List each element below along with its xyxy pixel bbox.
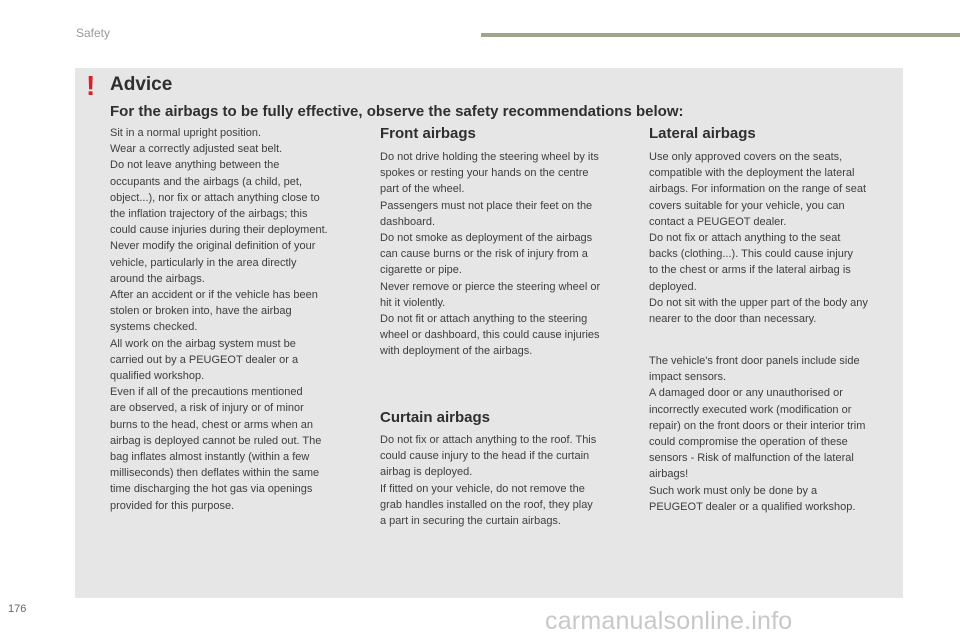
text-line: PEUGEOT dealer or a qualified workshop. — [649, 500, 856, 513]
text-line: systems checked. — [110, 321, 198, 334]
text-line: cigarette or pipe. — [380, 264, 462, 277]
text-line: object...), nor fix or attach anything close to — [110, 191, 320, 204]
text-line: occupants and the airbags (a child, pet, — [110, 175, 303, 188]
watermark: carmanualsonline.info — [545, 607, 793, 635]
text-line: provided for this purpose. — [110, 499, 235, 512]
text-line: Even if all of the precautions mentioned — [110, 386, 303, 399]
text-line: wheel or dashboard, this could cause injuries — [380, 329, 600, 342]
text-line: contact a PEUGEOT dealer. — [649, 215, 787, 228]
text-line: deployed. — [649, 280, 697, 293]
text-line: The vehicle's front door panels include side — [649, 355, 860, 367]
text-line: airbag is deployed. — [380, 466, 473, 479]
text-line: Do not fix or attach anything to the roof. This — [380, 434, 597, 446]
text-line: All work on the airbag system must be — [110, 337, 296, 350]
text-line: Passengers must not place their feet on the — [380, 199, 593, 212]
text-line: compatible with the deployment the lateral — [649, 167, 855, 180]
text-line: vehicle, particularly in the area directly — [110, 256, 297, 269]
text-line: Such work must only be done by a — [649, 484, 818, 497]
text-line: If fitted on your vehicle, do not remove the — [380, 482, 585, 495]
text-line: could compromise the operation of these — [649, 436, 848, 449]
text-line: grab handles installed on the roof, they play — [380, 498, 593, 511]
text-line: Do not sit with the upper part of the body any — [649, 296, 868, 309]
lateral-airbags-heading: Lateral airbags — [649, 125, 756, 142]
text-line: airbags. For information on the range of seat — [649, 183, 867, 196]
text-line: After an accident or if the vehicle has been — [110, 289, 318, 302]
text-line: qualified workshop. — [110, 370, 205, 383]
general-advice-column — [110, 125, 372, 514]
text-line: airbags! — [649, 468, 689, 481]
text-line: milliseconds) then deflates within the same — [110, 467, 320, 480]
text-line: Wear a correctly adjusted seat belt. — [110, 143, 283, 156]
text-line: burns to the head, chest or arms when an — [110, 418, 314, 431]
text-line: covers suitable for your vehicle, you can — [649, 199, 845, 212]
text-line: incorrectly executed work (modification or — [649, 403, 852, 416]
text-line: Never remove or pierce the steering wheel or — [380, 280, 601, 293]
text-line: Do not leave anything between the — [110, 159, 280, 172]
text-line: hit it violently. — [380, 296, 446, 309]
curtain-airbags-heading: Curtain airbags — [380, 409, 491, 426]
text-line: impact sensors. — [649, 371, 727, 384]
text-line: part of the wheel. — [380, 183, 465, 196]
text-line: can cause burns or the risk of injury from a — [380, 248, 588, 261]
section-rule — [481, 33, 960, 37]
page-number: 176 — [8, 603, 27, 615]
text-line: a part in securing the curtain airbags. — [380, 515, 561, 528]
text-line: could cause injury to the head if the curtain — [380, 450, 590, 463]
text-line: the inflation trajectory of the airbags; this — [110, 208, 308, 221]
text-line: repair) on the front doors or their interior trim — [649, 419, 866, 432]
text-line: Never modify the original definition of your — [110, 240, 316, 253]
front-airbags-text — [380, 149, 642, 360]
side-impact-sensors-text — [649, 353, 901, 515]
curtain-airbags-text — [380, 432, 642, 529]
advice-subtitle: For the airbags to be fully effective, observe the safety recommendations below: — [110, 103, 684, 120]
text-line: Do not fit or attach anything to the steering — [380, 313, 588, 326]
text-line: airbag is deployed cannot be ruled out. The — [110, 434, 322, 447]
text-line: Do not smoke as deployment of the airbags — [380, 232, 593, 245]
text-line: time discharging the hot gas via openings — [110, 483, 313, 496]
text-line: around the airbags. — [110, 272, 205, 285]
section-label: Safety — [76, 26, 111, 40]
text-line: A damaged door or any unauthorised or — [649, 387, 843, 400]
exclamation-icon: ! — [86, 70, 96, 101]
text-line: Use only approved covers on the seats, — [649, 151, 843, 163]
text-line: backs (clothing...). This could cause injury — [649, 248, 853, 261]
text-line: Do not drive holding the steering wheel by its — [380, 151, 599, 163]
text-line: nearer to the door than necessary. — [649, 313, 817, 326]
text-line: dashboard. — [380, 215, 436, 228]
text-line: could cause injuries during their deployment. — [110, 224, 328, 237]
lateral-airbags-text — [649, 149, 901, 327]
text-line: spokes or resting your hands on the centre — [380, 167, 589, 180]
text-line: bag inflates almost instantly (within a few — [110, 451, 310, 464]
text-line: with deployment of the airbags. — [380, 345, 533, 358]
text-line: are observed, a risk of injury or of minor — [110, 402, 304, 415]
text-line: carried out by a PEUGEOT dealer or a — [110, 353, 299, 366]
front-airbags-heading: Front airbags — [380, 125, 476, 142]
text-line: to the chest or arms if the lateral airbag is — [649, 264, 851, 277]
text-line: stolen or broken into, have the airbag — [110, 305, 292, 318]
text-line: Sit in a normal upright position. — [110, 127, 262, 139]
text-line: sensors - Risk of malfunction of the lateral — [649, 452, 854, 465]
advice-title: Advice — [110, 74, 173, 95]
text-line: Do not fix or attach anything to the seat — [649, 232, 841, 245]
